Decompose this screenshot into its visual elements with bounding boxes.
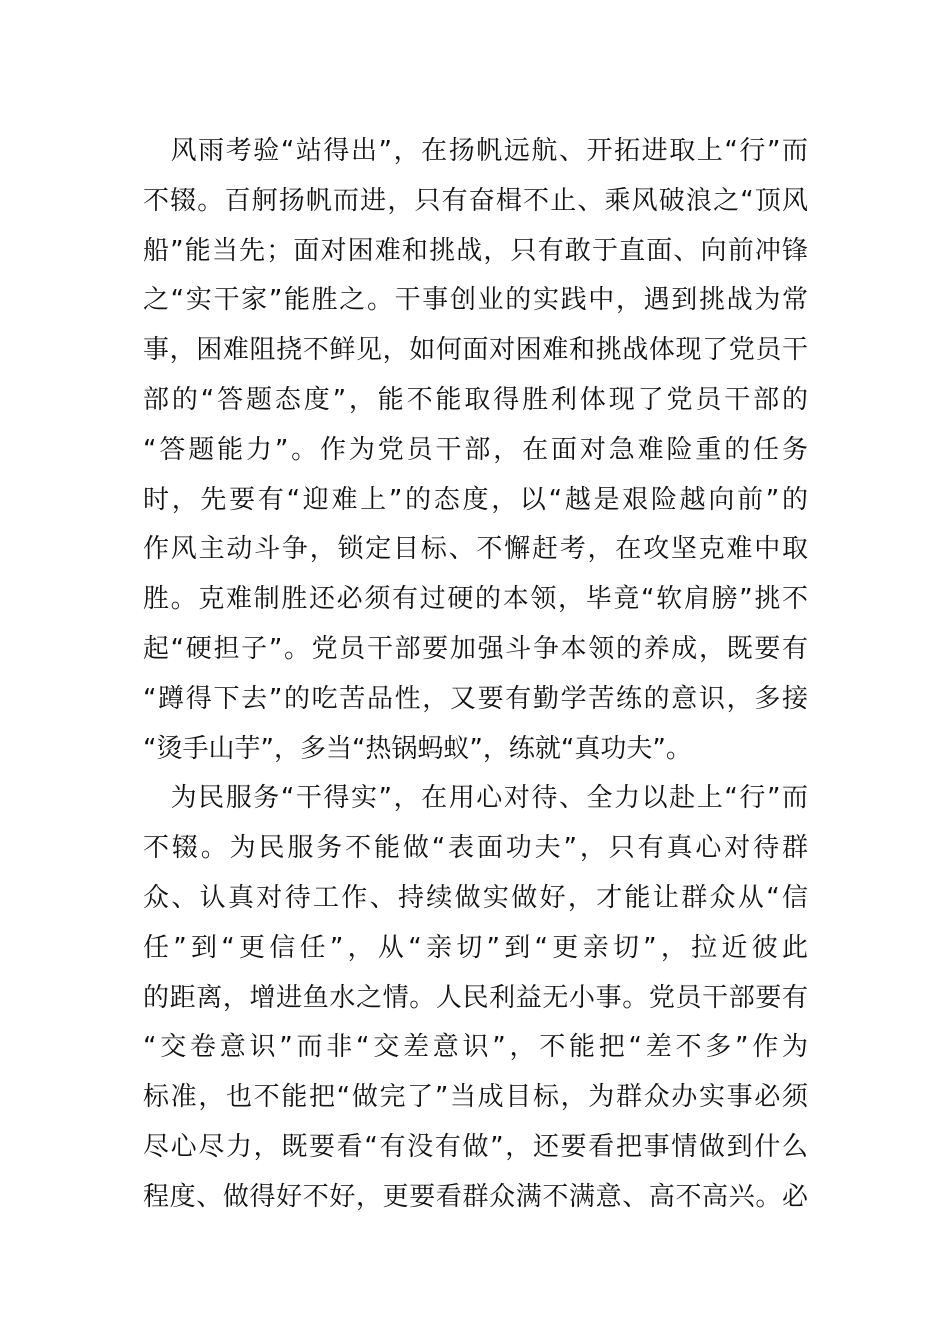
text-line: “交卷意识”而非“交差意识”，不能把“差不多”作为: [143, 1032, 808, 1063]
text-line: 尽心尽力，既要看“有没有做”，还要看把事情做到什么: [143, 1131, 808, 1162]
text-line: 起“硬担子”。党员干部要加强斗争本领的养成，既要有: [143, 633, 808, 664]
document-body: [143, 127, 808, 1223]
text-line: “蹲得下去”的吃苦品性，又要有勤学苦练的意识，多接: [143, 683, 808, 714]
text-line: “烫手山芋”，多当“热锅蚂蚁”，练就“真功夫”。: [143, 733, 692, 764]
text-line: 胜。克难制胜还必须有过硬的本领，毕竟“软肩膀”挑不: [143, 584, 808, 615]
text-line: 事，困难阻挠不鲜见，如何面对困难和挑战体现了党员干: [143, 335, 808, 366]
text-line: 程度、做得好不好，更要看群众满不满意、高不高兴。必: [143, 1181, 808, 1212]
text-line: 时，先要有“迎难上”的态度，以“越是艰险越向前”的: [143, 484, 808, 515]
text-line: 风雨考验“站得出”，在扬帆远航、开拓进取上“行”而: [143, 136, 808, 166]
text-line: “答题能力”。作为党员干部，在面对急难险重的任务: [143, 434, 808, 465]
paragraph-2: [143, 774, 808, 1222]
text-line: 不辍。为民服务不能做“表面功夫”，只有真心对待群: [143, 833, 808, 864]
text-line: 众、认真对待工作、持续做实做好，才能让群众从“信: [143, 882, 808, 913]
text-line: 不辍。百舸扬帆而进，只有奋楫不止、乘风破浪之“顶风: [143, 185, 808, 216]
text-line: 标准，也不能把“做完了”当成目标，为群众办实事必须: [143, 1082, 808, 1113]
text-line: 作风主动斗争，锁定目标、不懈赶考，在攻坚克难中取: [143, 534, 808, 565]
text-line: 的距离，增进鱼水之情。人民利益无小事。党员干部要有: [143, 982, 808, 1013]
text-line: 任”到“更信任”，从“亲切”到“更亲切”，拉近彼此: [143, 932, 808, 963]
text-line: 部的“答题态度”，能不能取得胜利体现了党员干部的: [143, 384, 808, 415]
text-line: 之“实干家”能胜之。干事创业的实践中，遇到挑战为常: [143, 285, 808, 316]
text-line: 为民服务“干得实”，在用心对待、全力以赴上“行”而: [143, 783, 808, 814]
text-line: 船”能当先；面对困难和挑战，只有敢于直面、向前冲锋: [143, 235, 808, 266]
paragraph-1: [143, 127, 808, 774]
